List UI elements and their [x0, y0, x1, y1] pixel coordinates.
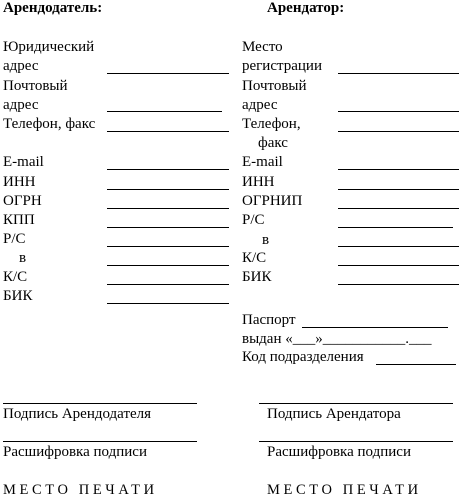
tenant-email-field[interactable]	[338, 169, 459, 170]
tenant-postal-address-field[interactable]	[338, 111, 459, 112]
landlord-stamp-place: МЕСТО ПЕЧАТИ	[3, 482, 158, 498]
landlord-inn-label: ИНН	[3, 174, 36, 190]
landlord-account-field[interactable]	[107, 246, 229, 247]
landlord-legal-address-label-2: адрес	[3, 58, 39, 74]
tenant-heading: Арендатор:	[267, 0, 345, 16]
landlord-ogrn-field[interactable]	[107, 208, 229, 209]
tenant-passport-label: Паспорт	[242, 312, 296, 328]
landlord-email-field[interactable]	[107, 169, 229, 170]
tenant-bik-label: БИК	[242, 269, 272, 285]
landlord-email-label: E-mail	[3, 154, 44, 170]
tenant-bik-field[interactable]	[338, 284, 459, 285]
landlord-corr-account-field[interactable]	[107, 284, 229, 285]
tenant-phone-field[interactable]	[338, 131, 459, 132]
landlord-phone-field[interactable]	[107, 131, 229, 132]
landlord-decoding-caption: Расшифровка подписи	[3, 444, 147, 460]
tenant-bank-field[interactable]	[338, 246, 459, 247]
tenant-division-code-label: Код подразделения	[242, 349, 364, 365]
tenant-fax-label: факс	[258, 135, 288, 151]
tenant-account-field[interactable]	[338, 227, 453, 228]
landlord-bik-label: БИК	[3, 288, 33, 304]
landlord-postal-address-label: Почтовый	[3, 78, 68, 94]
landlord-bik-field[interactable]	[107, 303, 229, 304]
landlord-postal-address-label-2: адрес	[3, 97, 39, 113]
tenant-inn-field[interactable]	[338, 189, 459, 190]
landlord-legal-address-label: Юридический	[3, 39, 95, 55]
tenant-account-label: Р/С	[242, 212, 265, 228]
landlord-legal-address-field[interactable]	[107, 73, 229, 74]
landlord-kpp-label: КПП	[3, 212, 35, 228]
landlord-signature-line[interactable]	[3, 403, 197, 404]
landlord-decoding-line[interactable]	[3, 441, 197, 442]
landlord-postal-address-field[interactable]	[107, 111, 222, 112]
landlord-kpp-field[interactable]	[107, 227, 229, 228]
tenant-decoding-line[interactable]	[259, 441, 453, 442]
tenant-registration-label: Место	[242, 39, 283, 55]
landlord-heading: Арендодатель:	[3, 0, 103, 16]
tenant-ogrnip-label: ОГРНИП	[242, 193, 303, 209]
landlord-phone-label: Телефон, факс	[3, 116, 96, 132]
tenant-ogrnip-field[interactable]	[338, 208, 459, 209]
tenant-inn-label: ИНН	[242, 174, 275, 190]
landlord-bank-field[interactable]	[107, 265, 229, 266]
tenant-corr-account-field[interactable]	[338, 265, 459, 266]
tenant-corr-account-label: К/С	[242, 250, 267, 266]
tenant-issued-label[interactable]: выдан «___»___________.___	[242, 331, 432, 347]
tenant-signature-line[interactable]	[259, 403, 453, 404]
tenant-registration-field[interactable]	[338, 73, 459, 74]
tenant-bank-label: в	[262, 232, 270, 248]
landlord-bank-label: в	[19, 250, 27, 266]
tenant-division-code-field[interactable]	[376, 364, 456, 365]
tenant-postal-address-label: Почтовый	[242, 78, 307, 94]
tenant-registration-label-2: регистрации	[242, 58, 322, 74]
tenant-email-label: E-mail	[242, 154, 283, 170]
landlord-signature-caption: Подпись Арендодателя	[3, 406, 152, 422]
tenant-postal-address-label-2: адрес	[242, 97, 278, 113]
landlord-inn-field[interactable]	[107, 189, 229, 190]
tenant-phone-label: Телефон,	[242, 116, 301, 132]
landlord-ogrn-label: ОГРН	[3, 193, 42, 209]
tenant-signature-caption: Подпись Арендатора	[267, 406, 401, 422]
tenant-decoding-caption: Расшифровка подписи	[267, 444, 411, 460]
landlord-corr-account-label: К/С	[3, 269, 28, 285]
tenant-stamp-place: МЕСТО ПЕЧАТИ	[267, 482, 422, 498]
landlord-account-label: Р/С	[3, 231, 26, 247]
tenant-passport-field[interactable]	[302, 327, 448, 328]
